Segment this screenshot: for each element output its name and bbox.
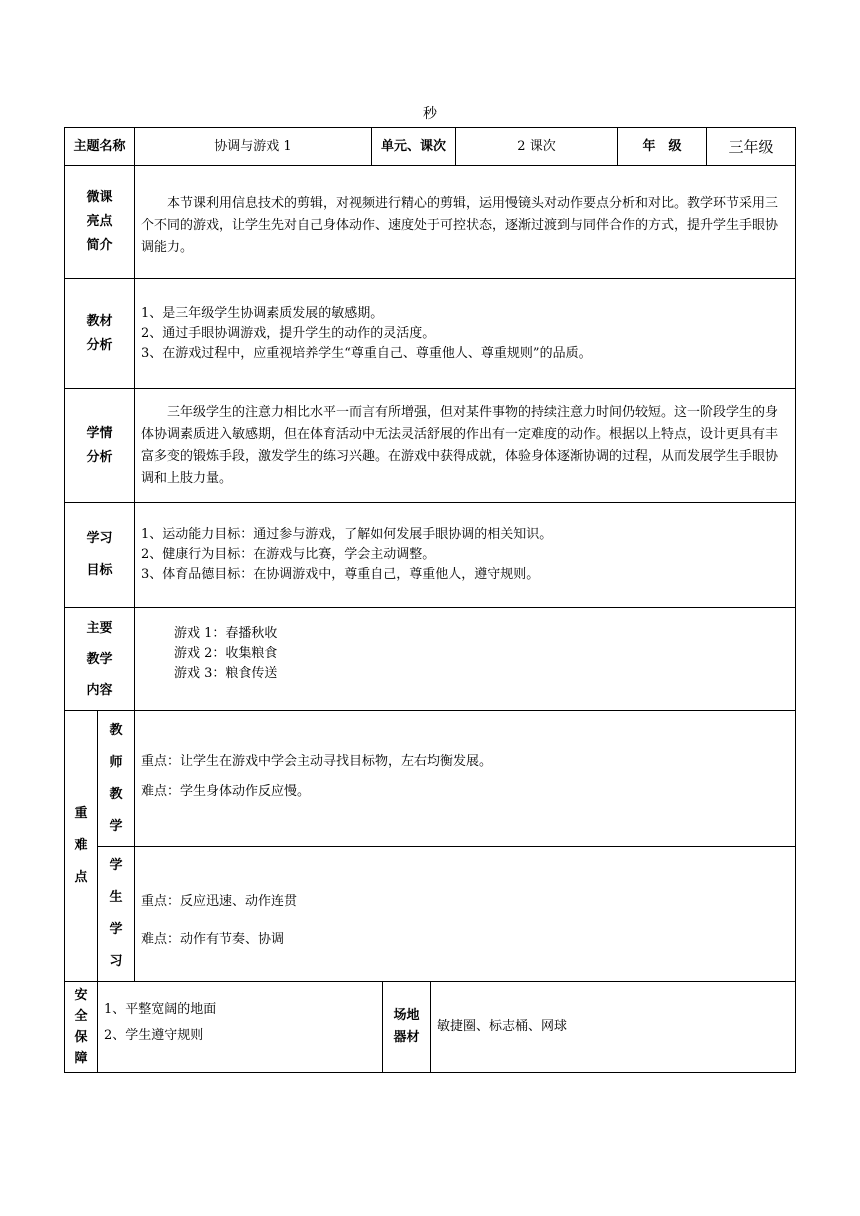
student-key-point: 重点：反应迅速、动作连贯 (141, 894, 298, 909)
top-fragment-text: 秒 (423, 106, 437, 122)
venue-content (431, 982, 796, 1073)
objective-line: 1、运动能力目标：通过参与游戏，了解如何发展手眼协调的相关知识。 (141, 527, 553, 542)
textbook-label: 教材 分析 (65, 279, 135, 389)
teacher-label: 教 师 教 学 (98, 711, 135, 847)
student-difficult-point: 难点：动作有节奏、协调 (141, 932, 285, 947)
objective-line: 3、体育品德目标：在协调游戏中，尊重自己，尊重他人，遵守规则。 (141, 567, 540, 582)
textbook-line: 1、是三年级学生协调素质发展的敏感期。 (141, 306, 384, 321)
safety-content (98, 982, 383, 1073)
learner-text: 三年级学生的注意力相比水平一而言有所增强，但对某件事物的持续注意力时间仍较短。这一阶段学生的身体协调素质进入敏感期，但在体育活动中无法灵活舒展的作出有一定难度的动作。根据以上特点，设计更具有丰富多变的锻炼手段，激发学生的练习兴趣。在游戏中获得成就，体验身体逐渐协调的过程，从而发展学生手眼协调和上肢力量。 (141, 405, 779, 486)
objectives-content (135, 503, 796, 608)
topic-label: 主题名称 (65, 128, 135, 166)
unit-value: 2 课次 (456, 128, 618, 166)
student-points (135, 847, 796, 982)
textbook-line: 2、通过手眼协调游戏，提升学生的动作的灵活度。 (141, 326, 436, 341)
grade-label: 年 级 (618, 128, 707, 166)
lesson-plan-table (64, 127, 796, 1073)
content-label: 主要 教学 内容 (65, 608, 135, 711)
safety-label: 安 全 保 障 (65, 982, 98, 1073)
content-items (135, 608, 796, 711)
learner-content (135, 389, 796, 503)
textbook-line: 3、在游戏过程中，应重视培养学生“尊重自己、尊重他人、尊重规则”的品质。 (141, 346, 592, 361)
highlights-content (135, 166, 796, 279)
teacher-points (135, 711, 796, 847)
key-points-label: 重 难 点 (65, 711, 98, 982)
objectives-label: 学习 目标 (65, 503, 135, 608)
teacher-key-point: 重点：让学生在游戏中学会主动寻找目标物，左右均衡发展。 (141, 754, 493, 769)
learner-label: 学情 分析 (65, 389, 135, 503)
student-label: 学 生 学 习 (98, 847, 135, 982)
venue-value: 敏捷圈、标志桶、网球 (437, 1019, 568, 1034)
topic-value: 协调与游戏 1 (135, 128, 372, 166)
grade-value: 三年级 (707, 128, 796, 166)
objective-line: 2、健康行为目标：在游戏与比赛，学会主动调整。 (141, 547, 436, 562)
teacher-difficult-point: 难点：学生身体动作反应慢。 (141, 784, 311, 799)
safety-line: 2、学生遵守规则 (104, 1028, 204, 1043)
unit-label: 单元、课次 (372, 128, 456, 166)
highlights-text: 本节课利用信息技术的剪辑，对视频进行精心的剪辑，运用慢镜头对动作要点分析和对比。教学环节采用三个不同的游戏，让学生先对自己身体动作、速度处于可控状态，逐渐过渡到与同伴合作的方式，提升学生手眼协调能力。 (141, 196, 779, 255)
venue-label: 场地 器材 (383, 982, 431, 1073)
game-item: 游戏 3：粮食传送 (174, 666, 278, 681)
safety-line: 1、平整宽阔的地面 (104, 1002, 217, 1017)
game-item: 游戏 2：收集粮食 (174, 646, 278, 661)
textbook-content (135, 279, 796, 389)
highlights-label: 微课 亮点 简介 (65, 166, 135, 279)
game-item: 游戏 1：春播秋收 (174, 626, 278, 641)
